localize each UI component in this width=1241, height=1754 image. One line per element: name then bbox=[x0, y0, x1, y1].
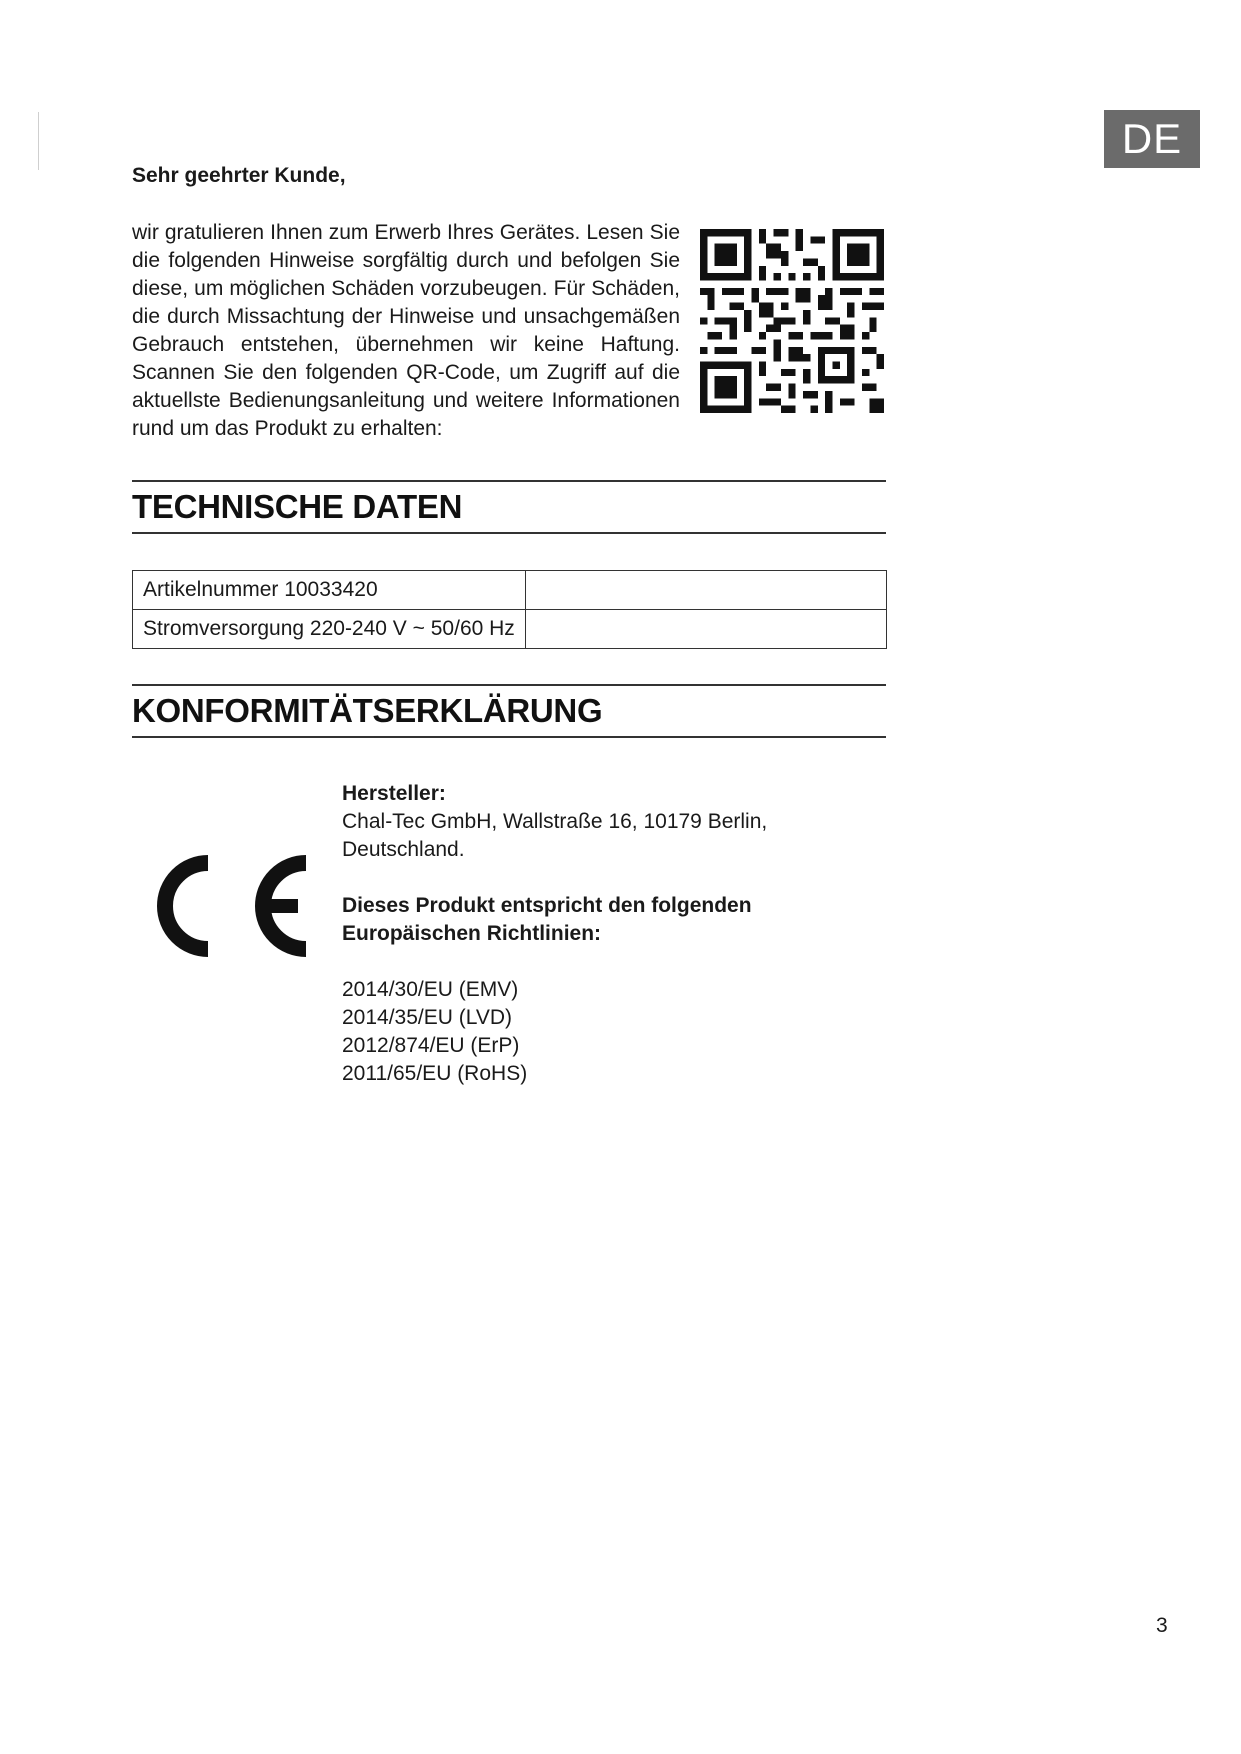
table-cell bbox=[133, 610, 526, 649]
conformity-text bbox=[342, 780, 767, 1088]
intro-line: Für Schäden, die durch Missachtung der Hinweise und bbox=[132, 277, 680, 328]
statement-line: Europäischen Richtlinien: bbox=[342, 922, 602, 945]
directive-item: 2011/65/EU (RoHS) bbox=[342, 1062, 528, 1085]
intro-line: weitere Informationen rund um das Produkt zu erhalten: bbox=[132, 389, 680, 440]
directive-item: 2014/30/EU (EMV) bbox=[342, 978, 519, 1001]
margin-rule bbox=[38, 112, 39, 170]
intro-line: Lesen Sie die folgenden Hinweise sorgfältig durch und bbox=[132, 221, 680, 272]
power-supply: Stromversorgung 220-240 V ~ 50/60 Hz bbox=[143, 617, 515, 640]
table-row bbox=[133, 571, 887, 610]
statement-line: Dieses Produkt entspricht den folgenden bbox=[342, 894, 752, 917]
technical-data-title: TECHNISCHE DATEN bbox=[132, 488, 463, 525]
language-badge: DE bbox=[1104, 110, 1200, 168]
manufacturer-line: Chal-Tec GmbH, Wallstraße 16, 10179 Berlin, bbox=[342, 810, 768, 833]
intro-line: befolgen Sie diese, um möglichen Schäden vorzubeugen. bbox=[132, 249, 681, 300]
conformity-heading bbox=[132, 684, 886, 738]
intro-line: keine Haftung. Scannen Sie den folgenden QR-Code, bbox=[132, 333, 680, 384]
manufacturer-label: Hersteller: bbox=[342, 782, 446, 805]
greeting: Sehr geehrter Kunde, bbox=[132, 164, 346, 187]
page-number: 3 bbox=[1156, 1614, 1168, 1637]
intro-line: wir gratulieren Ihnen zum Erwerb Ihres Gerätes. bbox=[132, 221, 587, 244]
article-number: Artikelnummer 10033420 bbox=[143, 578, 378, 601]
manufacturer-line: Deutschland. bbox=[342, 838, 465, 861]
table-cell bbox=[525, 571, 886, 610]
table-cell bbox=[525, 610, 886, 649]
qr-code[interactable] bbox=[700, 229, 884, 413]
table-cell bbox=[133, 571, 526, 610]
technical-data-heading bbox=[132, 480, 886, 534]
table-row bbox=[133, 610, 887, 649]
intro-paragraph bbox=[132, 219, 680, 443]
directive-item: 2012/874/EU (ErP) bbox=[342, 1034, 520, 1057]
technical-data-table bbox=[132, 570, 887, 649]
directive-item: 2014/35/EU (LVD) bbox=[342, 1006, 513, 1029]
conformity-title: KONFORMITÄTSERKLÄRUNG bbox=[132, 692, 603, 729]
ce-mark-icon bbox=[146, 846, 316, 966]
intro-line: unsachgemäßen Gebrauch entstehen, übernehmen wir bbox=[132, 305, 680, 356]
intro-line: um Zugriff auf die aktuellste Bedienungsanleitung und bbox=[132, 361, 680, 412]
